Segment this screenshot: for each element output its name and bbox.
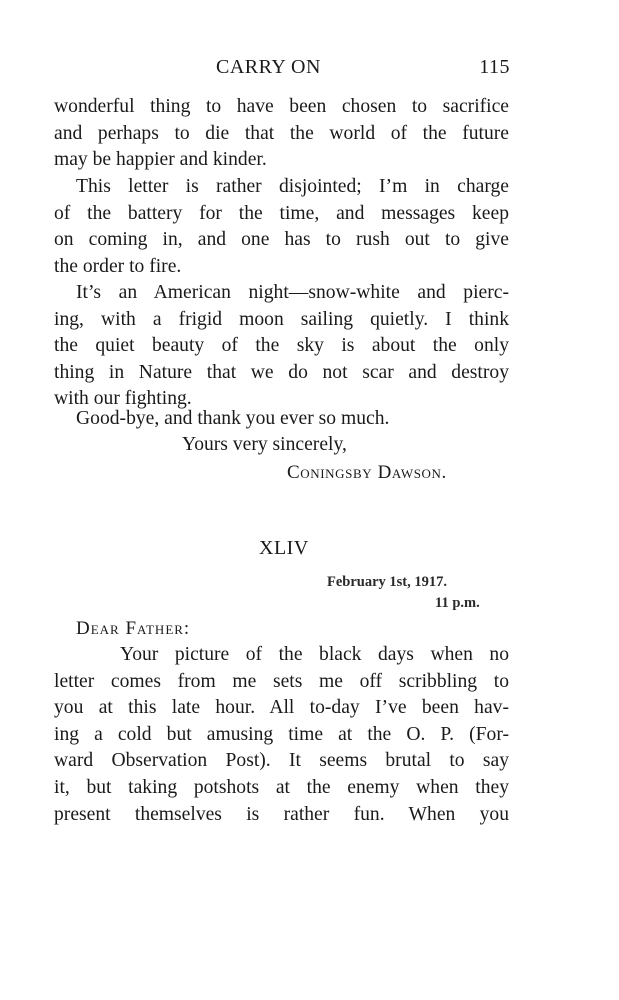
signature: Coningsby Dawson.: [287, 462, 447, 483]
text-line: ing a cold but amusing time at the O. P. (For-: [54, 723, 509, 745]
goodbye-line: Good-bye, and thank you ever so much.: [76, 408, 390, 429]
paragraph: [54, 280, 509, 413]
text-line: the order to fire.: [54, 255, 182, 277]
text-line: may be happier and kinder.: [54, 149, 267, 171]
text-line: Your picture of the black days when no: [120, 644, 509, 665]
page-number: 115: [479, 56, 510, 78]
text-line: of the battery for the time, and messages keep: [54, 202, 509, 224]
text-line: with our fighting.: [54, 388, 192, 410]
salutation: Dear Father:: [76, 618, 191, 639]
running-title: CARRY ON: [216, 56, 321, 78]
text-line: ing, with a frigid moon sailing quietly. I think: [54, 308, 509, 330]
paragraph-continuation: [54, 94, 509, 174]
text-line: on coming in, and one has to rush out to give: [54, 229, 509, 251]
text-line: thing in Nature that we do not scar and destroy: [54, 361, 509, 383]
text-line: wonderful thing to have been chosen to sacrifice: [54, 96, 509, 117]
running-header: [54, 56, 510, 84]
text-line: letter comes from me sets me off scribbling to: [54, 670, 509, 692]
text-line: It’s an American night—snow-white and pierc-: [76, 282, 509, 303]
text-line: you at this late hour. All to-day I’ve been hav-: [54, 697, 509, 719]
letter-body: [54, 642, 509, 828]
text-line: it, but taking potshots at the enemy when they: [54, 776, 509, 798]
letter-date: February 1st, 1917.: [327, 574, 448, 590]
letter-closing: Yours very sincerely,: [182, 434, 347, 455]
text-line: and perhaps to die that the world of the future: [54, 122, 509, 144]
letter-time: 11 p.m.: [435, 595, 480, 611]
text-line: This letter is rather disjointed; I’m in charge: [76, 176, 509, 197]
paragraph: [54, 174, 509, 280]
text-line: present themselves is rather fun. When you: [54, 803, 509, 825]
text-line: ward Observation Post). It seems brutal to say: [54, 750, 509, 772]
section-number: XLIV: [259, 537, 309, 559]
text-line: the quiet beauty of the sky is about the only: [54, 335, 509, 357]
